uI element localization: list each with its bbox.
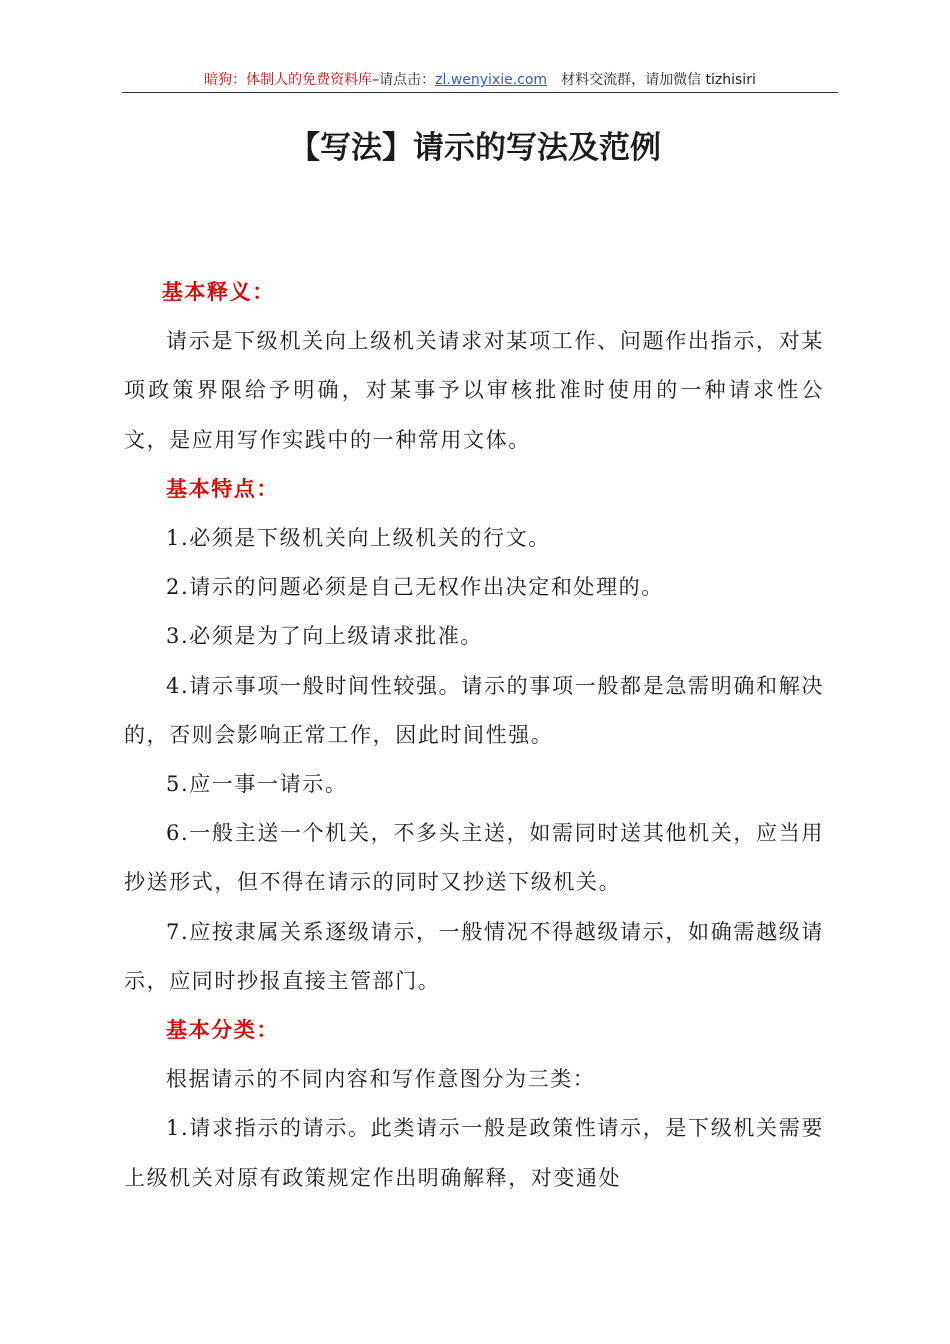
feature-item: 4.请示事项一般时间性较强。请示的事项一般都是急需明确和解决的，否则会影响正常工作，因此时间性强。 [124,673,824,747]
header-click-prompt: –请点击： [372,72,436,88]
feature-item: 5.应一事一请示。 [166,772,348,797]
header-brand: 暗狗：体制人的免费资料库 [204,72,373,88]
feature-item: 3.必须是为了向上级请求批准。 [166,624,484,649]
definition-text: 请示是下级机关向上级机关请求对某项工作、问题作出指示，对某项政策界限给予明确，对某事予以审核批准时使用的一种请求性公文，是应用写作实践中的一种常用文体。 [124,329,824,452]
document-title: 【写法】请示的写法及范例 [289,130,661,166]
categories-intro: 根据请示的不同内容和写作意图分为三类： [166,1067,596,1092]
feature-item: 2.请示的问题必须是自己无权作出决定和处理的。 [166,575,664,600]
feature-item: 7.应按隶属关系逐级请示，一般情况不得越级请示，如确需越级请示，应同时抄报直接主管部门。 [124,919,824,993]
feature-item: 1.必须是下级机关向上级机关的行文。 [166,526,551,551]
page-header [122,70,838,93]
header-link[interactable]: zl.wenyixie.com [435,72,548,88]
header-contact: 材料交流群，请加微信 tizhisiri [561,72,756,88]
definition-heading: 基本释义： [161,280,275,304]
features-heading: 基本特点： [166,476,279,501]
feature-item: 6.一般主送一个机关，不多头主送，如需同时送其他机关，应当用抄送形式，但不得在请示的同时又抄送下级机关。 [124,821,824,895]
category-item: 1.请求指示的请示。此类请示一般是政策性请示，是下级机关需要上级机关对原有政策规定作出明确解释，对变通处 [124,1116,824,1190]
document-body [124,268,824,1203]
categories-heading: 基本分类： [166,1018,279,1043]
